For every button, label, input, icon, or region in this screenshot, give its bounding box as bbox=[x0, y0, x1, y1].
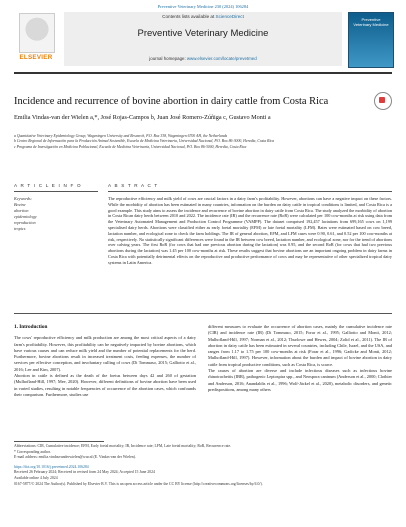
abstract-end-rule bbox=[14, 313, 392, 314]
received-dates: Received 26 February 2024; Received in revised form 24 May 2024; Accepted 15 June 2024 bbox=[14, 470, 155, 475]
contents-prefix: Contents lists available at bbox=[162, 14, 216, 19]
article-info-heading: A R T I C L E I N F O bbox=[14, 183, 82, 188]
keyword-item: abortion bbox=[14, 208, 29, 213]
keywords-label: Keywords: bbox=[14, 196, 32, 201]
homepage-line bbox=[64, 56, 342, 61]
corresponding-author-note: * Corresponding author. bbox=[14, 449, 51, 454]
author-list: Emilia Vindas-van der Wielen a,*, José Rojas-Campos b, Juan José Romero-Zúñiga c, Gustavo Monti a bbox=[14, 114, 271, 121]
intro-right-text: different measures to evaluate the occurrence of abortion cases, mainly the cumulative incidence rate (CIR) and incidence rate (IR) (Di Tommaso, 2015; Forar et al., 1995; Galliotto and Monti, 2012; Mulhofland-Hill, 1997; Norman et al., 2012; Thurlowe and Hewes, 2004; Zolid et al., 2011). The IR of abortion in dairy cattle has been estimated in several countries, including Chile, Israel, and the USA, and ranges from 1.17 to 1.75 per 100 cow-months at risk (Forar et al., 1996; Gadicke and Monti, 2012; Mulhofland-Hill, 1997). However, information about the burden and impact of bovine abortion in dairy cattle from tropical productive conditions, such as Costa Rica, is scarce. The causes of abortion are diverse and include infectious diseases such as infectious bovine rhinotracheitis (IBR), pathogenic Leptospira spp., and Neospora caninum (Anderson et al., 2000; Clothier and Anderson, 2016; Anandaldis et al., 1996; Wolf-Jäckel et al., 2020), metabolic disorders, and genetic predispositions, among many others bbox=[208, 324, 392, 392]
keyword-item: epidemiology bbox=[14, 214, 37, 219]
available-online: Available online 4 July 2024 bbox=[14, 475, 58, 480]
affiliation-b: b Centro Regional de Información para la Producción Animal Sostenible, Escuela de Medicina Veterinaria, Universidad Nacional, P.O. Box 86-3000, Heredia, Costa Rica bbox=[14, 139, 275, 144]
keyword-item: reproduction bbox=[14, 220, 36, 225]
elsevier-logo[interactable] bbox=[14, 12, 58, 66]
doi-link[interactable]: https://doi.org/10.1016/j.prevetmed.2024.106284 bbox=[14, 464, 89, 469]
journal-name: Preventive Veterinary Medicine bbox=[137, 28, 269, 39]
intro-left-text: The cows' reproductive efficiency and milk production are among the most critical aspects of a dairy farm's profitability. However, this profitability can be negatively impacted by bovine abortions, which have various causes and can reduce milk yield and the number of potential replacements for the herd. Furthermore, bovine abortions result in increased treatment costs, feeding expenses, the number of services per effective conception, and involuntary culling of cows (Di Tommaso, 2015; Galliotto et al., 2016; Lee and Kim, 2007). Abortion in cattle is defined as the death of the foetus between days 42 and 260 of gestation (Mulhofland-Hill, 1997; Mee, 2020). However, different definitions of bovine abortion have been used in varied studies, resulting in notable frequencies of occurrence of the abortion cases, which confounds their comparison. Furthermore, studies use bbox=[14, 335, 196, 397]
publisher-name: ELSEVIER bbox=[19, 54, 53, 61]
homepage-link[interactable]: www.elsevier.com/locate/prevetmed bbox=[186, 56, 257, 61]
abbreviations-note: Abbreviations: CIR, Cumulative incidence; EFM, Early foetal mortality; IR, Incidence rate; LFM, Late foetal mortality; RoR, Recurrence rate. bbox=[14, 444, 232, 448]
article-title: Incidence and recurrence of bovine abortion in dairy cattle from Costa Rica bbox=[14, 96, 329, 107]
contents-line bbox=[64, 14, 342, 19]
affiliations bbox=[14, 134, 392, 150]
footnote-rule bbox=[14, 441, 104, 442]
header-divider bbox=[14, 72, 392, 74]
homepage-prefix: journal homepage: bbox=[149, 56, 187, 61]
affiliation-a: a Quantitative Veterinary Epidemiology Group, Wageningen University and Research, P.O. Box 338, Wageningen 6700 AH, the Netherlands bbox=[14, 134, 228, 138]
keyword-item: Bovine bbox=[14, 202, 26, 207]
cover-title: Preventive Veterinary Medicine bbox=[353, 17, 389, 27]
intro-heading: 1. Introduction bbox=[14, 324, 48, 330]
intro-right-column bbox=[208, 324, 392, 393]
abstract-rule bbox=[108, 191, 392, 192]
sciencedirect-link[interactable]: ScienceDirect bbox=[215, 14, 244, 19]
abstract-text: The reproductive efficiency and milk yield of cows are crucial factors in a dairy farm's profitability. However, abortions can have a negative impact on these factors. While the morbidity of abortion has been estimated in many countries, information on the burden on dairy cattle in tropical conditions is limited, and Costa Rica is a good example. This study aims to assess the incidence and recurrence of bovine abortion in dairy cattle from Costa Rica. The study analyzed the morbidity of abortion in Costa Rican dairy herds between 2010 and 2022. The incidence rate (IR) and the recurrence rate (RoR) were calculated per 100 cow-months at risk using data from the Veterinary Automated Management and Production Control Programme (VAMPP). The dataset comprised 192,457 lactations from 699,165 cows on 1,199 specialised dairy herds. Abortions were classified either as early foetal mortality (EFM) or late foetal mortality (LFM). Rates were estimated based on cow breed, lactation number, and ecological zone to check the farm holdings. The IR of general abortion, EFM, and LFM cases were 0.90, 0.61, and 0.52 per 100 cow-months at risk, respectively. No statistically significant differences were found in the IR between cow breed, lactation number, and ecological zone, nor for the trend of abortions over calving years. The first RoR (for cows that had one previous abortion during the lactation) was 0.95, and the second RoR (for cows that had two previous abortions during the lactation) was 1.45 per 100 cow-months at risk. These results suggest that bovine abortions are an important ongoing problem in dairy farms in Costa Rica with potentially detrimental effects on the reproductive and productive performance of cows and may be representative of other specialized tropical dairy systems in Latin America. bbox=[108, 196, 392, 265]
intro-left-column bbox=[14, 324, 196, 398]
elsevier-tree-icon bbox=[19, 13, 55, 53]
footnotes bbox=[14, 444, 392, 487]
keyword-item: tropics bbox=[14, 226, 26, 231]
check-for-updates-icon[interactable] bbox=[374, 92, 392, 110]
keywords-block bbox=[14, 196, 98, 232]
abstract-heading: A B S T R A C T bbox=[108, 183, 159, 188]
journal-cover[interactable] bbox=[348, 12, 394, 68]
article-info-rule bbox=[14, 191, 98, 192]
affiliation-c: c Programa de Investigación en Medicina Poblacional, Escuela de Medicina Veterinaria, Universidad Nacional, P.O. Box 86-3000, Heredia, Costa Rica bbox=[14, 144, 247, 149]
license-text: 0167-5877/© 2024 The Author(s). Published by Elsevier B.V. This is an open access article under the CC BY license (http://creativecommons.org/licenses/by/4.0/). bbox=[14, 481, 263, 486]
journal-reference[interactable]: Preventive Veterinary Medicine 230 (2024) 106284 bbox=[157, 4, 249, 9]
email-note: E-mail address: emilia.vindasvanderwielen@wur.nl (E. Vindas-van der Wielen). bbox=[14, 455, 136, 460]
